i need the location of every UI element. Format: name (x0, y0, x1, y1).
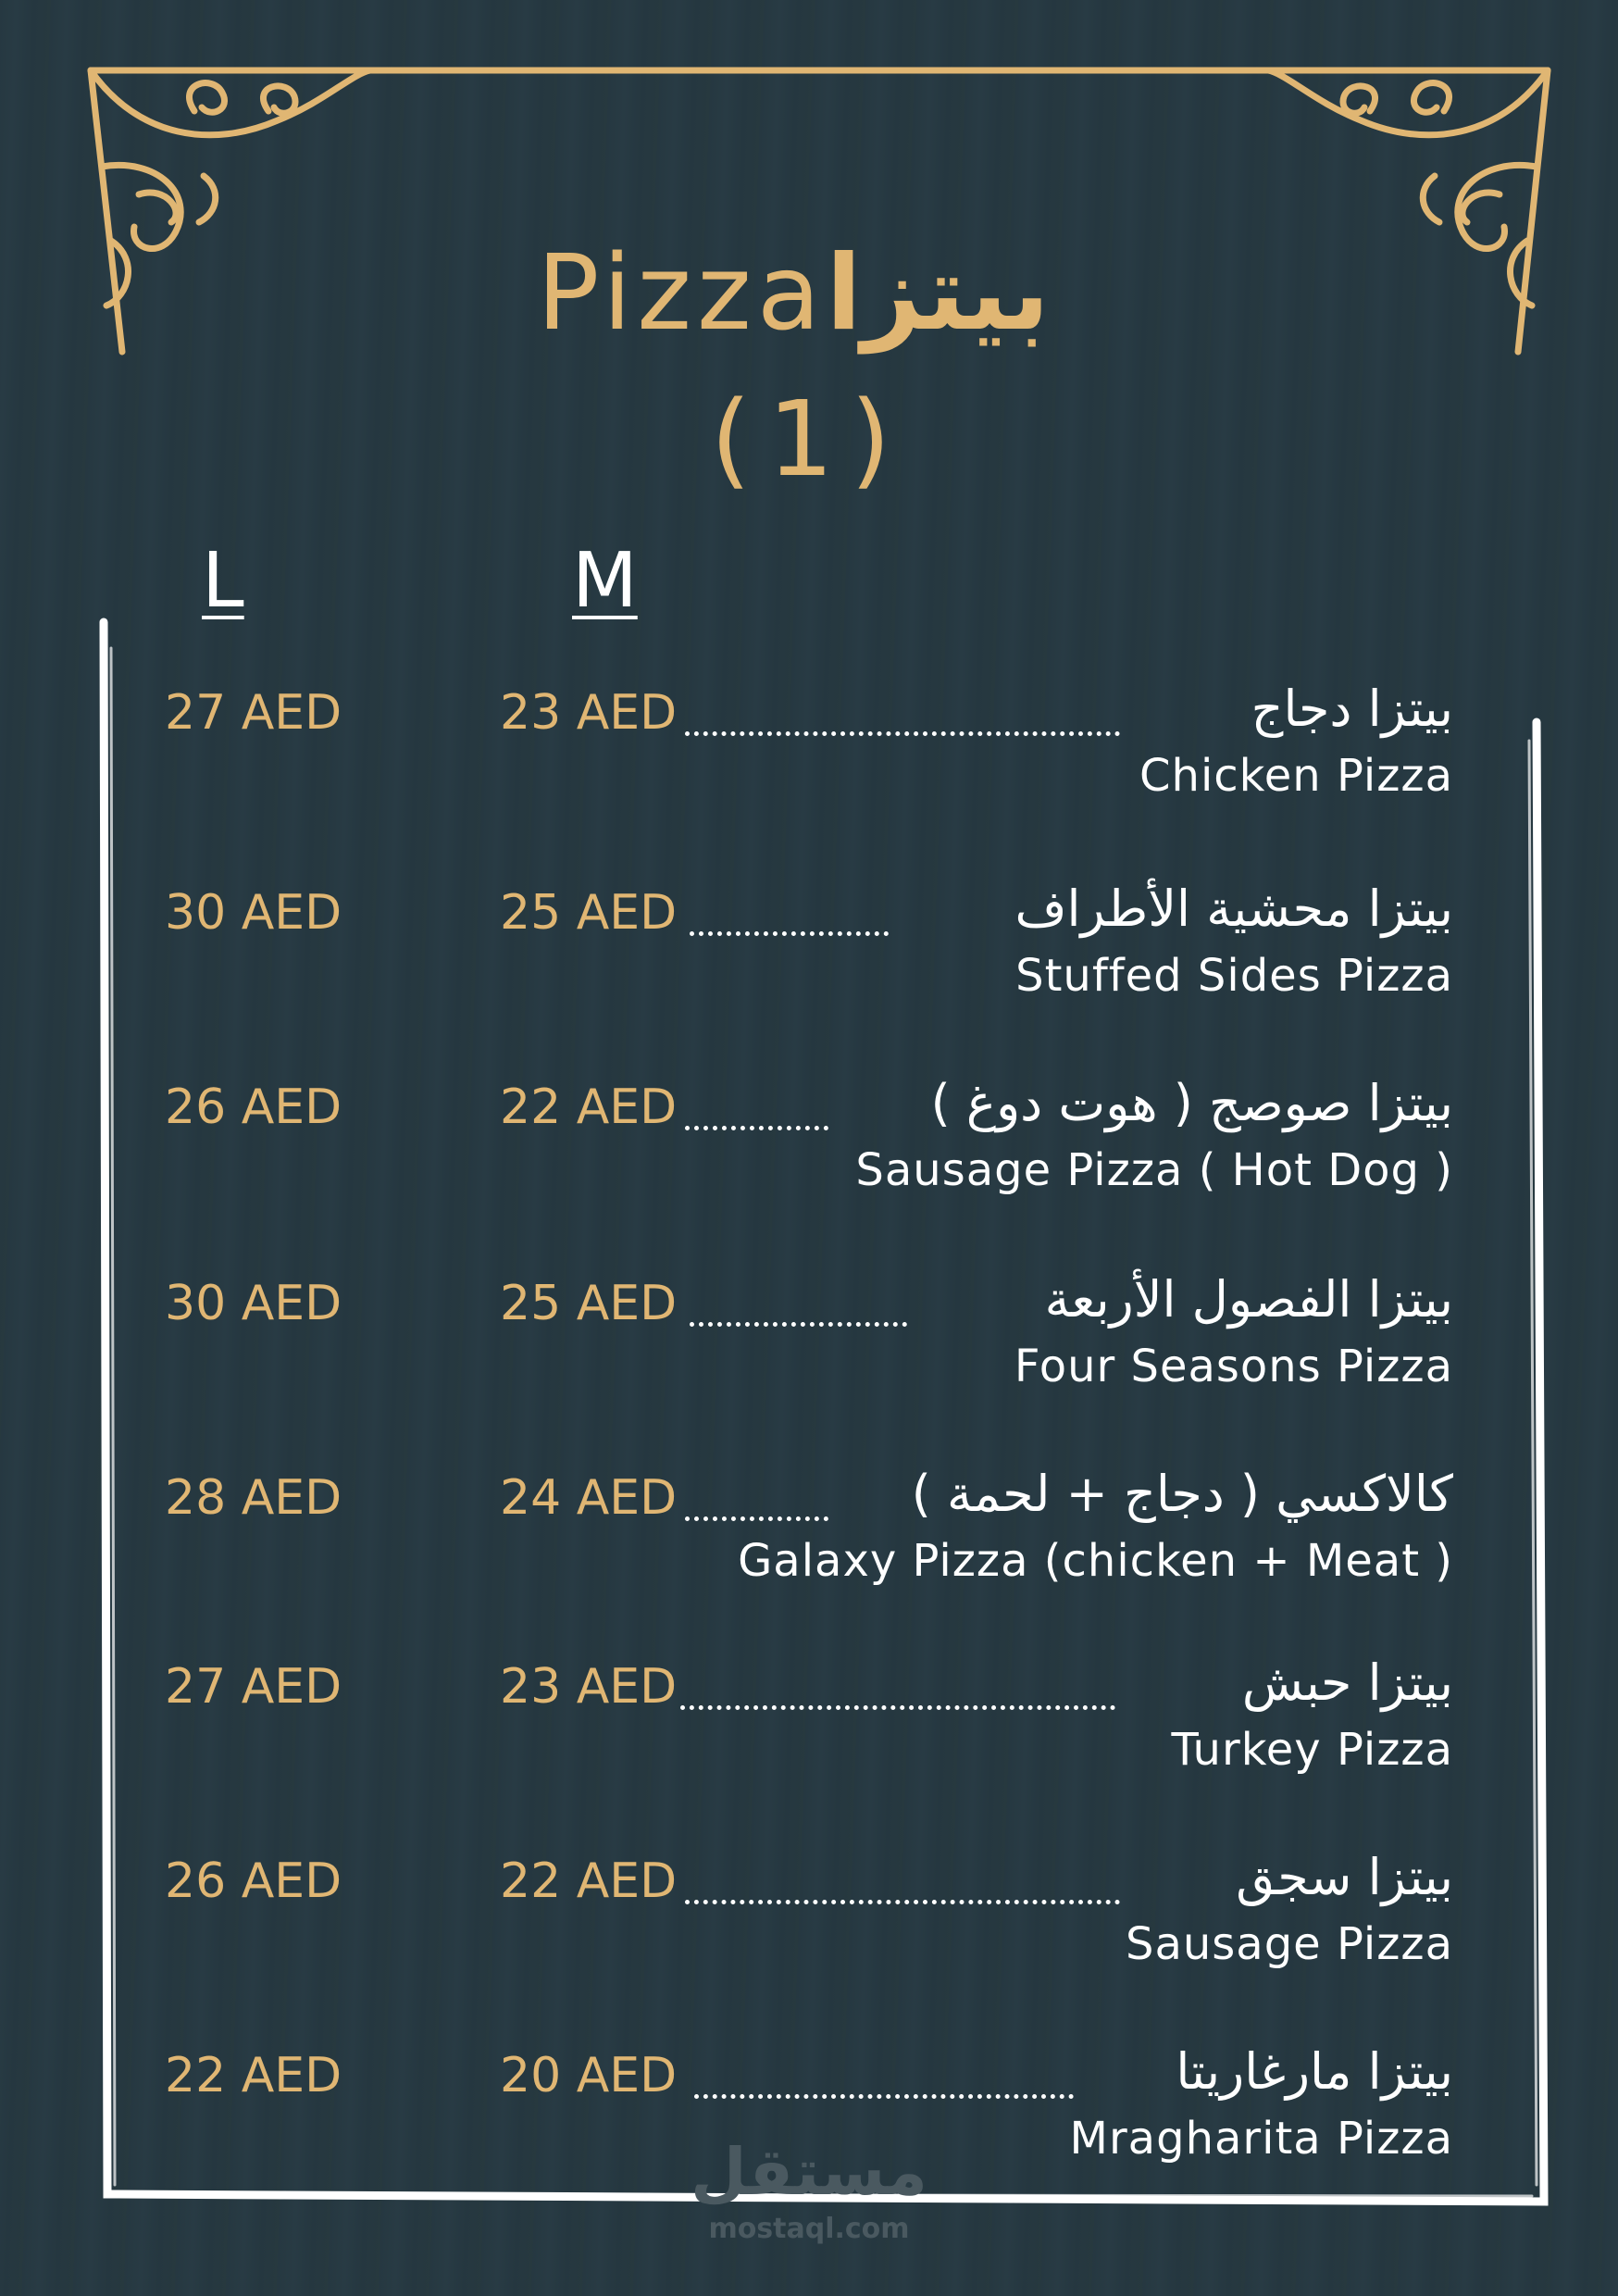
item-name-arabic: بيتزا حبش (1241, 1653, 1453, 1712)
menu-item (0, 880, 1618, 1052)
dot-leader (690, 1322, 907, 1327)
price-large: 27 AED (165, 1659, 342, 1715)
item-name-english: Mragharita Pizza (1069, 2113, 1453, 2165)
menu-page-number: (1) (710, 380, 908, 500)
price-medium: 25 AED (500, 1276, 678, 1331)
price-large: 26 AED (165, 1853, 342, 1909)
price-medium: 23 AED (500, 1659, 678, 1715)
item-name-english: Galaxy Pizza (chicken + Meat ) (738, 1535, 1453, 1587)
dot-leader (685, 1900, 1120, 1904)
item-name-arabic: بيتزا دجاج (1251, 680, 1453, 738)
item-name-english: Sausage Pizza (1125, 1918, 1453, 1970)
menu-item (0, 1270, 1618, 1442)
dot-leader (694, 2094, 1074, 2099)
price-medium: 20 AED (500, 2048, 678, 2103)
price-large: 30 AED (165, 885, 342, 941)
item-name-english: Stuffed Sides Pizza (1015, 950, 1453, 1002)
price-medium: 25 AED (500, 885, 678, 941)
dot-leader (685, 1126, 828, 1130)
menu-item (0, 680, 1618, 852)
size-medium-header: M (572, 537, 638, 625)
dot-leader (685, 1516, 828, 1521)
item-name-arabic: بيتزا صوصج ( هوت دوغ ) (930, 1074, 1453, 1132)
price-medium: 23 AED (500, 685, 678, 741)
price-large: 22 AED (165, 2048, 342, 2103)
menu-item (0, 1653, 1618, 1826)
dot-leader (685, 731, 1120, 736)
menu-title (0, 233, 1618, 354)
item-name-arabic: بيتزا مارغاريتا (1176, 2042, 1453, 2101)
price-medium: 22 AED (500, 1079, 678, 1135)
price-medium: 22 AED (500, 1853, 678, 1909)
item-name-english: Four Seasons Pizza (1014, 1341, 1453, 1392)
price-large: 30 AED (165, 1276, 342, 1331)
item-name-english: Turkey Pizza (1171, 1724, 1453, 1776)
size-large-header: L (202, 537, 244, 625)
dot-leader (680, 1705, 1115, 1710)
dot-leader (690, 931, 889, 936)
item-name-arabic: بيتزا محشية الأطراف (1014, 880, 1453, 938)
price-medium: 24 AED (500, 1470, 678, 1526)
menu-item (0, 1465, 1618, 1637)
item-name-english: Chicken Pizza (1139, 750, 1453, 802)
menu-item (0, 1074, 1618, 1246)
item-name-arabic: كالاكسي ( دجاج + لحمة ) (911, 1465, 1453, 1523)
price-large: 28 AED (165, 1470, 342, 1526)
item-name-english: Sausage Pizza ( Hot Dog ) (855, 1144, 1453, 1196)
item-name-arabic: بيتزا الفصول الأربعة (1044, 1270, 1453, 1329)
watermark-url: mostaql.com (708, 2213, 910, 2245)
price-large: 26 AED (165, 1079, 342, 1135)
title-arabic: بيتزا (826, 233, 1050, 354)
menu-item (0, 1848, 1618, 2020)
title-english: Pizza (537, 233, 827, 354)
watermark-logo: مستقل (690, 2134, 927, 2210)
price-large: 27 AED (165, 685, 342, 741)
item-name-arabic: بيتزا سجق (1236, 1848, 1453, 1906)
